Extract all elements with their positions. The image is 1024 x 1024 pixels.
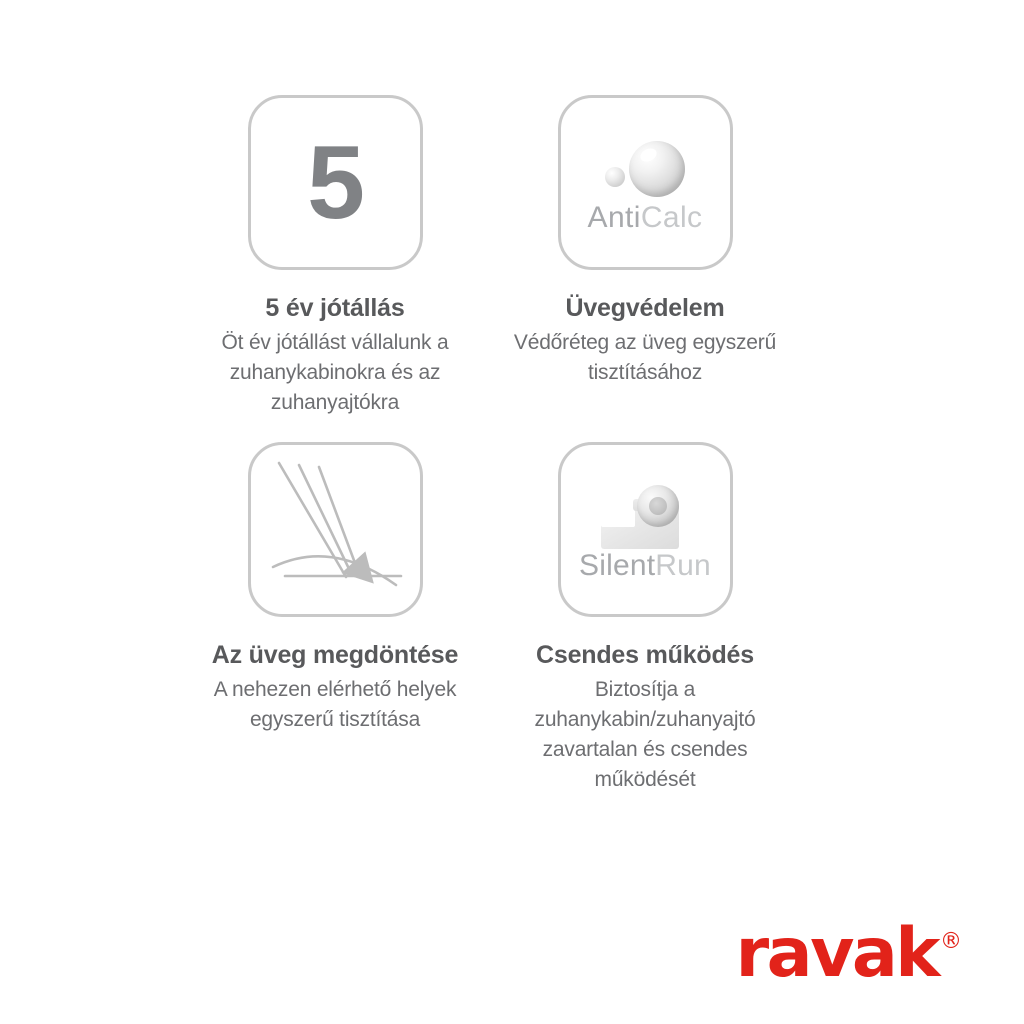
small-droplet-icon (605, 167, 625, 187)
feature-title: Csendes működés (536, 641, 754, 670)
roller-wheel-icon (637, 485, 679, 527)
silentrun-graphic (579, 485, 711, 583)
anticalc-label-calc: Calc (640, 200, 703, 234)
water-drops-icon (585, 135, 705, 205)
silentrun-label-run: Run (655, 548, 711, 582)
feature-description: A nehezen elérhető helyek egyszerű tisztítása (213, 678, 457, 732)
silentrun-icon (558, 442, 733, 617)
tilting-glass-graphic (251, 445, 420, 614)
anticalc-label-anti: Anti (587, 200, 641, 234)
anticalc-label (588, 201, 703, 235)
ravak-logo (735, 913, 962, 993)
roller-mechanism-icon (585, 485, 705, 551)
feature-description: Biztosítja a zuhanykabin/zuhanyajtó zavartalan és csendes működését (534, 678, 756, 791)
features-grid (190, 95, 850, 795)
feature-five-year-warranty (190, 95, 480, 417)
feature-title: 5 év jótállás (265, 294, 405, 322)
tilting-glass-icon (248, 442, 423, 617)
feature-title: Az üveg megdöntése (211, 641, 459, 670)
feature-description: Öt év jótállást vállalunk a zuhanykabinokra és az zuhanyajtókra (221, 331, 449, 414)
feature-tilting-glass (190, 442, 480, 794)
five-years-icon (248, 95, 423, 270)
feature-silent-operation (500, 442, 790, 794)
silentrun-label-silent: Silent (579, 548, 656, 582)
large-droplet-icon (629, 141, 685, 197)
five-years-number: 5 (307, 124, 363, 241)
registered-trademark-icon: ® (940, 928, 962, 954)
silentrun-label (579, 549, 711, 583)
roller-notch (601, 503, 635, 527)
feature-glass-protection (500, 95, 790, 417)
anticalc-graphic (585, 135, 705, 235)
feature-description: Védőréteg az üveg egyszerű tisztításához (513, 331, 777, 384)
anticalc-icon (558, 95, 733, 270)
feature-title: Üvegvédelem (565, 294, 725, 322)
logo-wordmark: ravak (735, 913, 938, 993)
